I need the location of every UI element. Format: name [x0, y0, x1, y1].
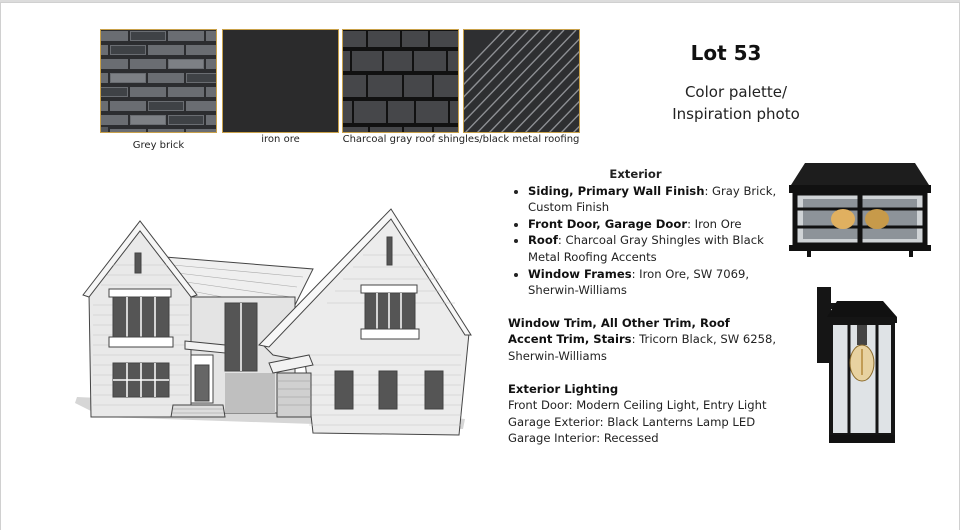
- trim-label: Window Trim, All Other Trim, Roof Accent Trim, Stairs: [508, 315, 730, 347]
- exterior-heading: Exterior: [609, 167, 662, 181]
- item-value: : Iron Ore, SW 7069, Sherwin-Williams: [528, 266, 750, 298]
- charcoal-shingles-texture: [343, 30, 459, 133]
- list-item: [528, 232, 778, 265]
- item-label: Siding, Primary Wall Finish: [528, 183, 705, 198]
- spec-list: [508, 166, 778, 447]
- iron-ore-caption: iron ore: [261, 134, 300, 145]
- item-label: Roof: [528, 233, 558, 248]
- item-value: : Charcoal Gray Shingles with Black Metal Roofing Accents: [528, 233, 764, 264]
- grey-brick-texture: [101, 30, 217, 133]
- list-item: [528, 183, 778, 216]
- roofing-caption: Charcoal gray roof shingles/black metal roofing: [342, 134, 580, 145]
- trim-block: [508, 315, 778, 365]
- wall-lantern-icon: [811, 285, 905, 445]
- charcoal-shingles-swatch: [342, 29, 459, 133]
- item-value: : Iron Ore: [687, 216, 742, 231]
- metal-roofing-texture: [464, 30, 580, 133]
- list-item: [528, 266, 778, 299]
- lighting-block: [508, 381, 778, 447]
- black-metal-roofing-swatch: [463, 29, 580, 133]
- lighting-line: Front Door: Modern Ceiling Light, Entry Light: [508, 398, 767, 413]
- lighting-line: Garage Interior: Recessed: [508, 431, 659, 446]
- ceiling-light-icon: [785, 161, 935, 257]
- lighting-heading: Exterior Lighting: [508, 381, 619, 396]
- grey-brick-caption: Grey brick: [132, 140, 185, 151]
- palette-subtitle-line2: Inspiration photo: [672, 105, 800, 123]
- trim-value: : Tricorn Black, SW 6258, Sherwin-Williams: [508, 332, 777, 363]
- iron-ore-swatch: [222, 29, 339, 133]
- house-sketch-illustration: [73, 205, 473, 437]
- list-item: [528, 216, 778, 233]
- palette-subtitle-line1: Color palette/: [684, 83, 788, 101]
- exterior-list: [508, 183, 778, 299]
- item-label: Front Door, Garage Door: [528, 216, 688, 231]
- page-title: Lot 53: [690, 41, 762, 65]
- item-label: Window Frames: [528, 266, 632, 281]
- lighting-line: Garage Exterior: Black Lanterns Lamp LED: [508, 414, 756, 429]
- item-value: : Gray Brick, Custom Finish: [528, 183, 777, 215]
- color-palette-page: [0, 2, 960, 530]
- grey-brick-swatch: [100, 29, 217, 133]
